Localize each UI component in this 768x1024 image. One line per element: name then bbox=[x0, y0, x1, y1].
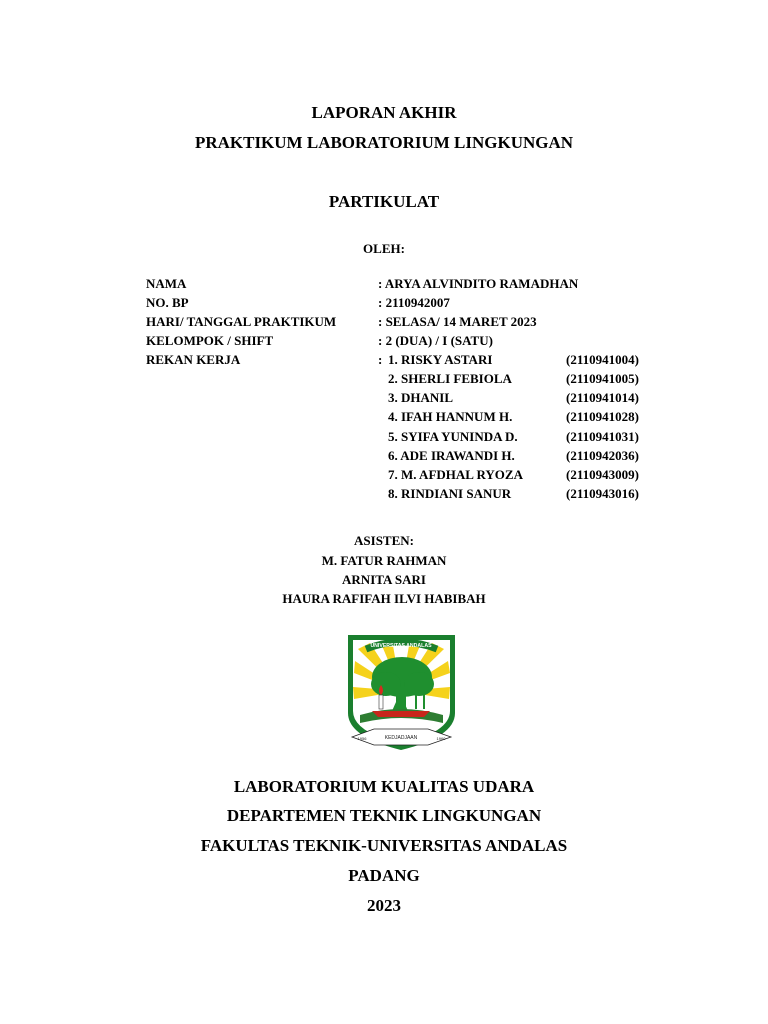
member-name: 6. ADE IRAWANDI H. bbox=[388, 448, 515, 463]
member-id: (2110941031) bbox=[566, 429, 639, 444]
info-label: HARI/ TANGGAL PRAKTIKUM bbox=[146, 314, 337, 329]
member-id: (2110941005) bbox=[566, 371, 639, 386]
info-value: : SELASA/ 14 MARET 2023 bbox=[378, 314, 537, 329]
city-name: PADANG bbox=[348, 866, 420, 885]
info-label: NO. BP bbox=[146, 295, 189, 310]
member-id: (2110941014) bbox=[566, 390, 639, 405]
faculty-name: FAKULTAS TEKNIK-UNIVERSITAS ANDALAS bbox=[200, 836, 568, 855]
assistant-name: ARNITA SARI bbox=[342, 572, 426, 587]
member-name: 3. DHANIL bbox=[388, 390, 454, 405]
info-value: : ARYA ALVINDITO RAMADHAN bbox=[378, 276, 579, 291]
member-name: 7. M. AFDHAL RYOZA bbox=[388, 467, 523, 482]
member-id: (2110942036) bbox=[566, 448, 639, 463]
subject-title: PARTIKULAT bbox=[328, 192, 440, 211]
member-id: (2110943016) bbox=[566, 486, 639, 501]
department-name: DEPARTEMEN TEKNIK LINGKUNGAN bbox=[226, 806, 542, 825]
member-name: 1. RISKY ASTARI bbox=[388, 352, 493, 367]
course-title: PRAKTIKUM LABORATORIUM LINGKUNGAN bbox=[194, 133, 574, 152]
by-label: OLEH: bbox=[363, 241, 405, 256]
info-value: : 2110942007 bbox=[378, 295, 450, 310]
logo-top-text: UNIVERSITAS ANDALAS bbox=[370, 643, 432, 649]
logo-ribbon-text: KEDJADJAAN bbox=[384, 735, 418, 741]
assistant-name: M. FATUR RAHMAN bbox=[321, 553, 447, 568]
member-id: (2110941004) bbox=[566, 352, 639, 367]
info-value: : bbox=[378, 352, 383, 367]
logo-left-year: 1956 bbox=[357, 736, 367, 741]
year: 2023 bbox=[367, 896, 401, 915]
member-name: 2. SHERLI FEBIOLA bbox=[388, 371, 512, 386]
torch-icon bbox=[379, 685, 383, 709]
info-label: NAMA bbox=[146, 276, 187, 291]
assistants-heading: ASISTEN: bbox=[354, 533, 414, 548]
university-logo bbox=[344, 629, 459, 754]
assistant-name: HAURA RAFIFAH ILVI HABIBAH bbox=[282, 591, 486, 606]
member-id: (2110941028) bbox=[566, 409, 639, 424]
member-name: 5. SYIFA YUNINDA D. bbox=[388, 429, 518, 444]
member-name: 4. IFAH HANNUM H. bbox=[388, 409, 513, 424]
lab-name: LABORATORIUM KUALITAS UDARA bbox=[233, 777, 535, 796]
info-label: KELOMPOK / SHIFT bbox=[146, 333, 274, 348]
report-title: LAPORAN AKHIR bbox=[311, 103, 457, 122]
member-name: 8. RINDIANI SANUR bbox=[388, 486, 512, 501]
info-value: : 2 (DUA) / I (SATU) bbox=[378, 333, 493, 348]
logo-right-year: 1960 bbox=[436, 736, 446, 741]
info-label: REKAN KERJA bbox=[146, 352, 241, 367]
member-id: (2110943009) bbox=[566, 467, 639, 482]
